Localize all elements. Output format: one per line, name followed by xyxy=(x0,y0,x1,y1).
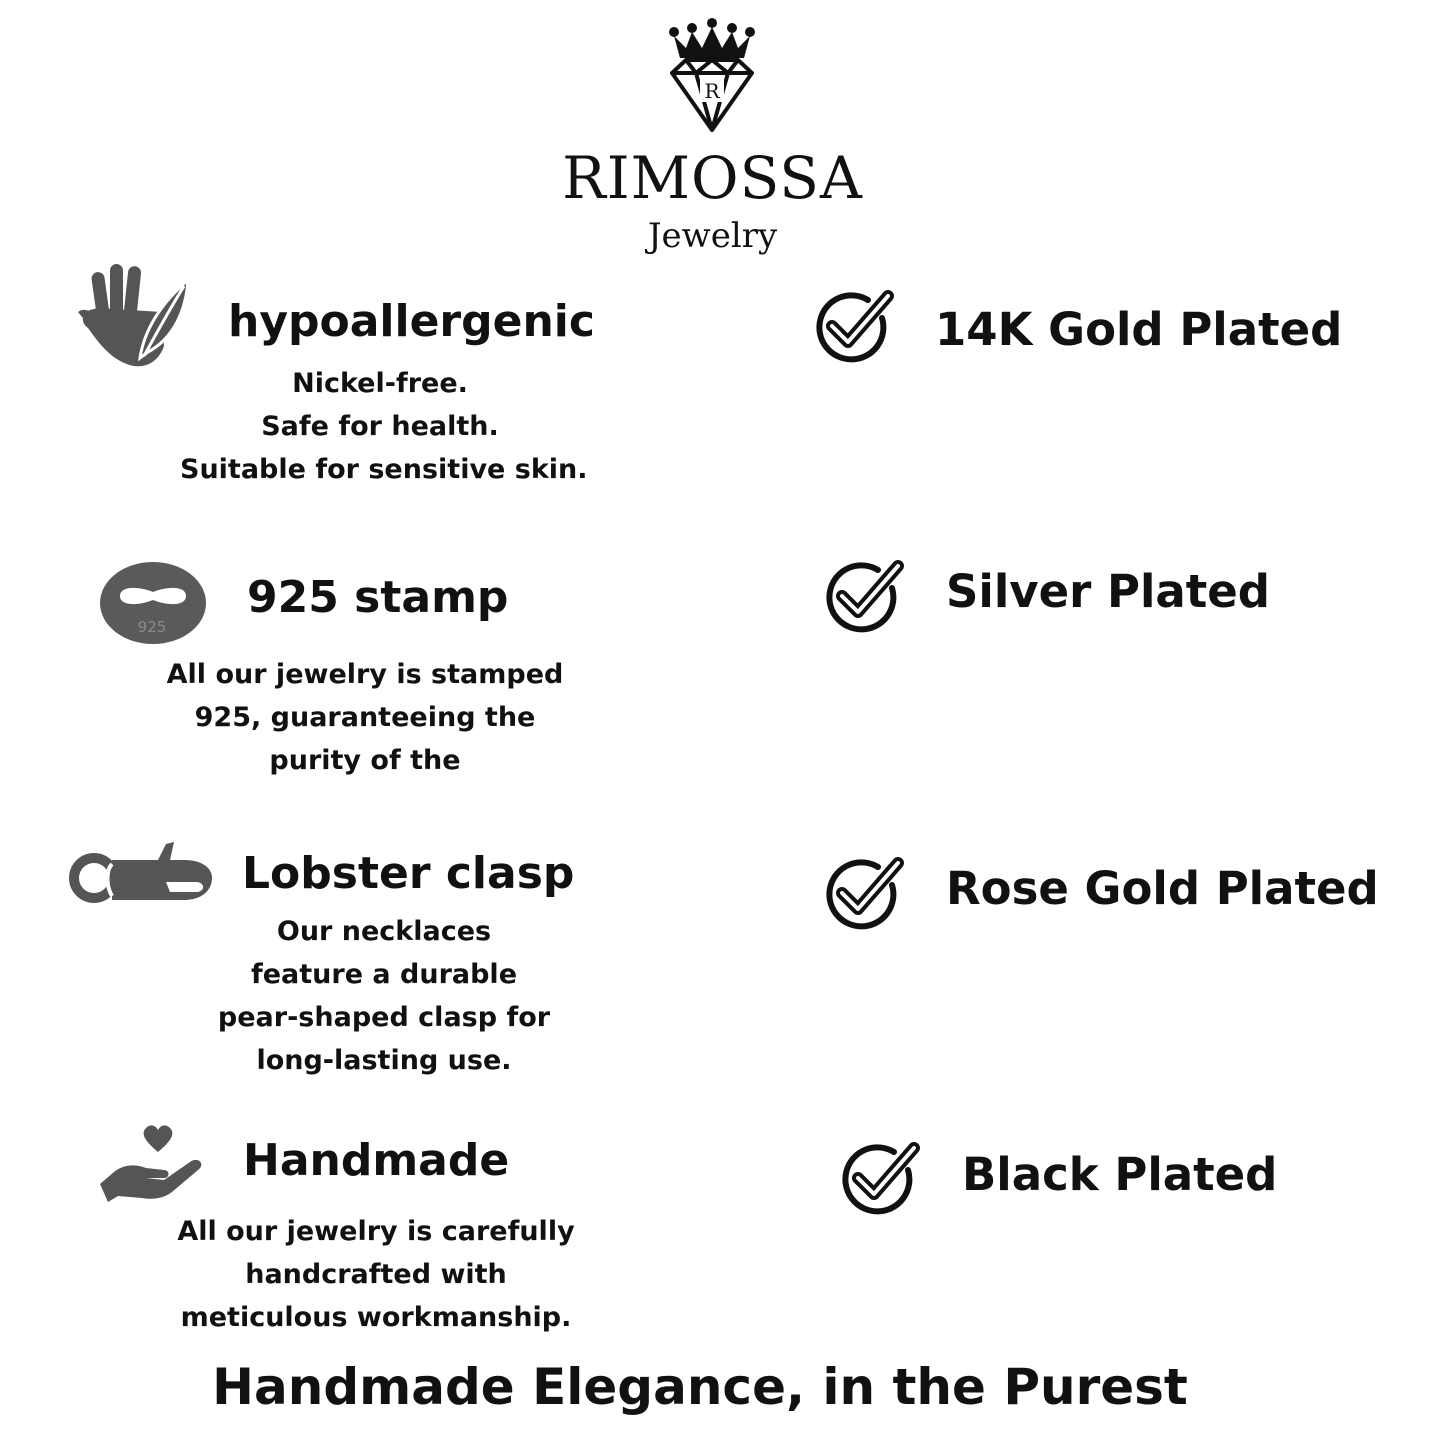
stamp-tag-icon xyxy=(98,560,208,650)
feature-desc-line: Safe for health. xyxy=(261,411,499,442)
feature-desc-line: purity of the xyxy=(269,745,461,776)
heart-hand-icon xyxy=(98,1122,208,1206)
feature-desc-line: handcrafted with xyxy=(245,1259,507,1290)
logo-letter: R xyxy=(704,79,720,103)
finish-label-rose-gold: Rose Gold Plated xyxy=(946,862,1379,915)
check-circle-icon xyxy=(812,288,898,368)
finish-label-14k-gold: 14K Gold Plated xyxy=(935,303,1343,356)
feature-desc-handmade xyxy=(170,1210,582,1339)
hand-leaf-icon xyxy=(78,262,190,372)
brand-subtitle: Jewelry xyxy=(647,216,778,256)
feature-title-lobster-clasp: Lobster clasp xyxy=(242,848,575,899)
feature-desc-line: feature a durable xyxy=(250,959,518,990)
feature-desc-line: All our jewelry is carefully xyxy=(177,1216,575,1247)
feature-title-925-stamp: 925 stamp xyxy=(247,572,509,623)
lobster-clasp-icon xyxy=(66,838,216,914)
feature-desc-line: long-lasting use. xyxy=(256,1045,512,1076)
feature-title-hypoallergenic: hypoallergenic xyxy=(228,296,595,347)
feature-desc-line: Our necklaces xyxy=(276,916,492,947)
feature-desc-line: Nickel-free. xyxy=(292,368,468,399)
feature-desc-hypoallergenic xyxy=(180,362,588,491)
feature-desc-925-stamp xyxy=(160,653,570,782)
brand-logo xyxy=(0,14,1445,264)
finish-label-silver: Silver Plated xyxy=(946,565,1270,618)
tagline: Handmade Elegance, in the Purest xyxy=(212,1358,1188,1416)
finish-label-black: Black Plated xyxy=(962,1148,1278,1201)
feature-desc-line: Suitable for sensitive skin. xyxy=(180,454,588,485)
feature-desc-line: 925, guaranteeing the xyxy=(194,702,536,733)
check-circle-icon xyxy=(822,855,908,935)
feature-title-handmade: Handmade xyxy=(243,1135,510,1186)
brand-name: RIMOSSA xyxy=(562,144,863,212)
stamp-text: 925 xyxy=(137,618,167,636)
feature-desc-line: meticulous workmanship. xyxy=(180,1302,572,1333)
crown-diamond-icon xyxy=(662,18,762,138)
feature-desc-line: All our jewelry is stamped xyxy=(166,659,564,690)
feature-desc-lobster-clasp xyxy=(190,910,578,1082)
check-circle-icon xyxy=(838,1140,924,1220)
check-circle-icon xyxy=(822,558,908,638)
feature-desc-line: pear-shaped clasp for xyxy=(217,1002,551,1033)
